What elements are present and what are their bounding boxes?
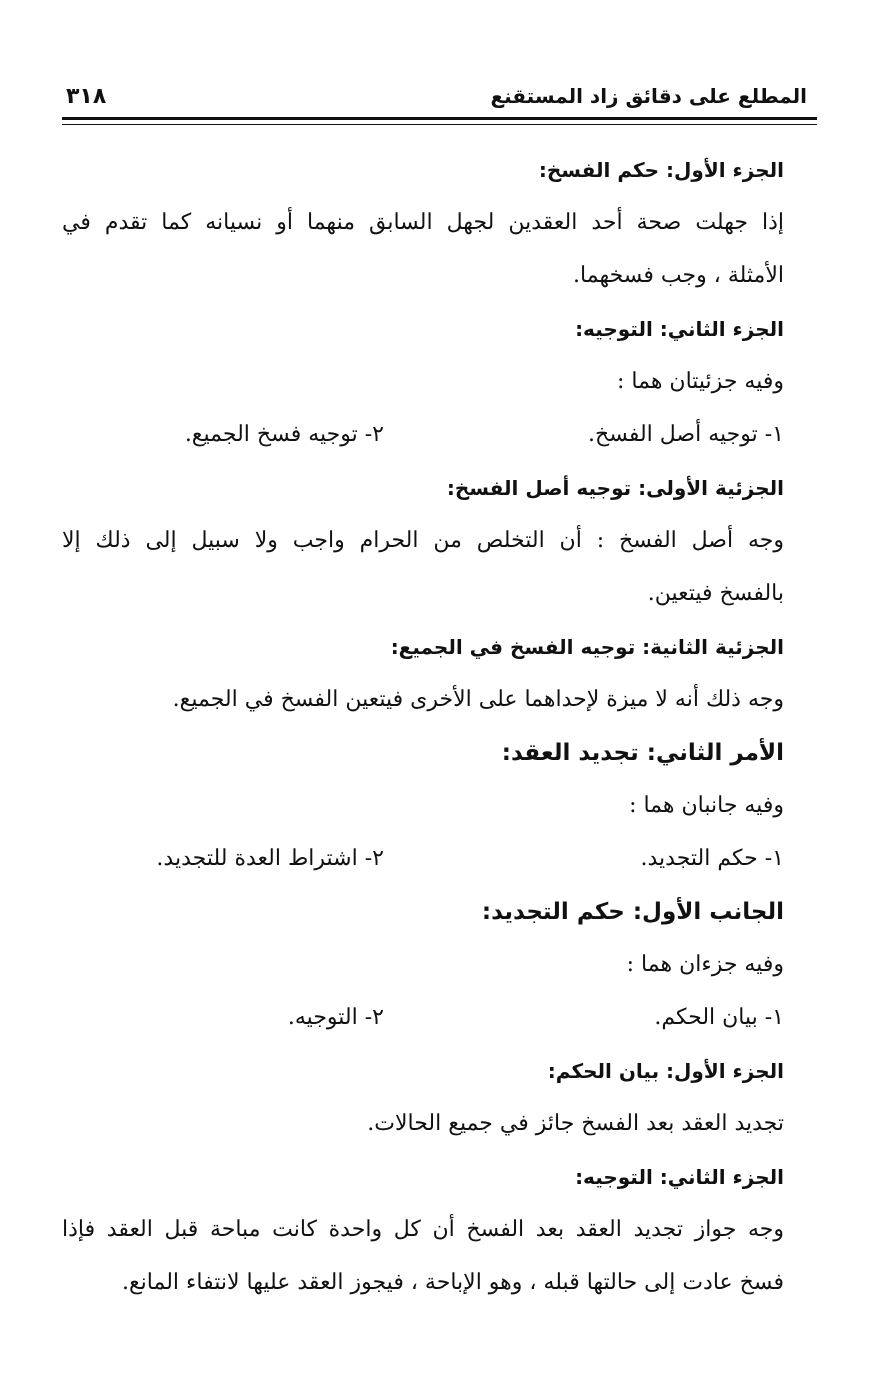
section-heading: الجزء الثاني: التوجيه: bbox=[575, 317, 784, 341]
list-item: ١- بيان الحكم. bbox=[654, 1005, 784, 1030]
list-item: ١- حكم التجديد. bbox=[640, 846, 784, 871]
numbered-pair bbox=[62, 839, 784, 892]
paragraph-line: تجديد العقد بعد الفسخ جائز في جميع الحالات. bbox=[367, 1111, 784, 1136]
paragraph-line: فسخ عادت إلى حالتها قبله ، وهو الإباحة ، فيجوز العقد عليها لانتفاء المانع. bbox=[121, 1270, 784, 1295]
list-item: ٢- توجيه فسخ الجميع. bbox=[184, 422, 384, 447]
major-heading: الأمر الثاني: تجديد العقد: bbox=[501, 740, 784, 766]
numbered-pair bbox=[62, 415, 784, 468]
paragraph-line: وجه جواز تجديد العقد بعد الفسخ أن كل واحدة كانت مباحة قبل العقد فإذا bbox=[62, 1217, 784, 1242]
book-title: المطلع على دقائق زاد المستقنع bbox=[490, 84, 807, 108]
list-item: ١- توجيه أصل الفسخ. bbox=[588, 422, 784, 447]
numbered-pair bbox=[62, 998, 784, 1051]
paragraph-line: وفيه جانبان هما : bbox=[629, 793, 784, 818]
section-heading: الجزء الثاني: التوجيه: bbox=[575, 1165, 784, 1189]
header-rule-thick bbox=[62, 117, 817, 120]
section-heading: الجزء الأول: حكم الفسخ: bbox=[538, 158, 784, 182]
paragraph-line: وجه ذلك أنه لا ميزة لإحداهما على الأخرى فيتعين الفسخ في الجميع. bbox=[172, 687, 784, 712]
header-rule-thin bbox=[62, 124, 817, 125]
major-heading: الجانب الأول: حكم التجديد: bbox=[481, 899, 784, 925]
paragraph-line: إذا جهلت صحة أحد العقدين لجهل السابق منهما أو نسيانه كما تقدم في bbox=[62, 210, 784, 235]
page-number: ٣١٨ bbox=[66, 84, 107, 109]
running-header bbox=[62, 78, 817, 114]
list-item: ٢- اشتراط العدة للتجديد. bbox=[156, 846, 384, 871]
section-heading: الجزئية الأولى: توجيه أصل الفسخ: bbox=[446, 476, 784, 500]
paragraph-line: وفيه جزءان هما : bbox=[626, 952, 784, 977]
page-body bbox=[62, 150, 784, 1316]
section-heading: الجزء الأول: بيان الحكم: bbox=[547, 1059, 784, 1083]
paragraph-line: وجه أصل الفسخ : أن التخلص من الحرام واجب ولا سبيل إلى ذلك إلا bbox=[62, 528, 784, 553]
paragraph-line: بالفسخ فيتعين. bbox=[647, 581, 784, 606]
paragraph-line: وفيه جزئيتان هما : bbox=[617, 369, 784, 394]
list-item: ٢- التوجيه. bbox=[287, 1005, 384, 1030]
paragraph-line: الأمثلة ، وجب فسخهما. bbox=[573, 263, 784, 288]
section-heading: الجزئية الثانية: توجيه الفسخ في الجميع: bbox=[390, 635, 784, 659]
